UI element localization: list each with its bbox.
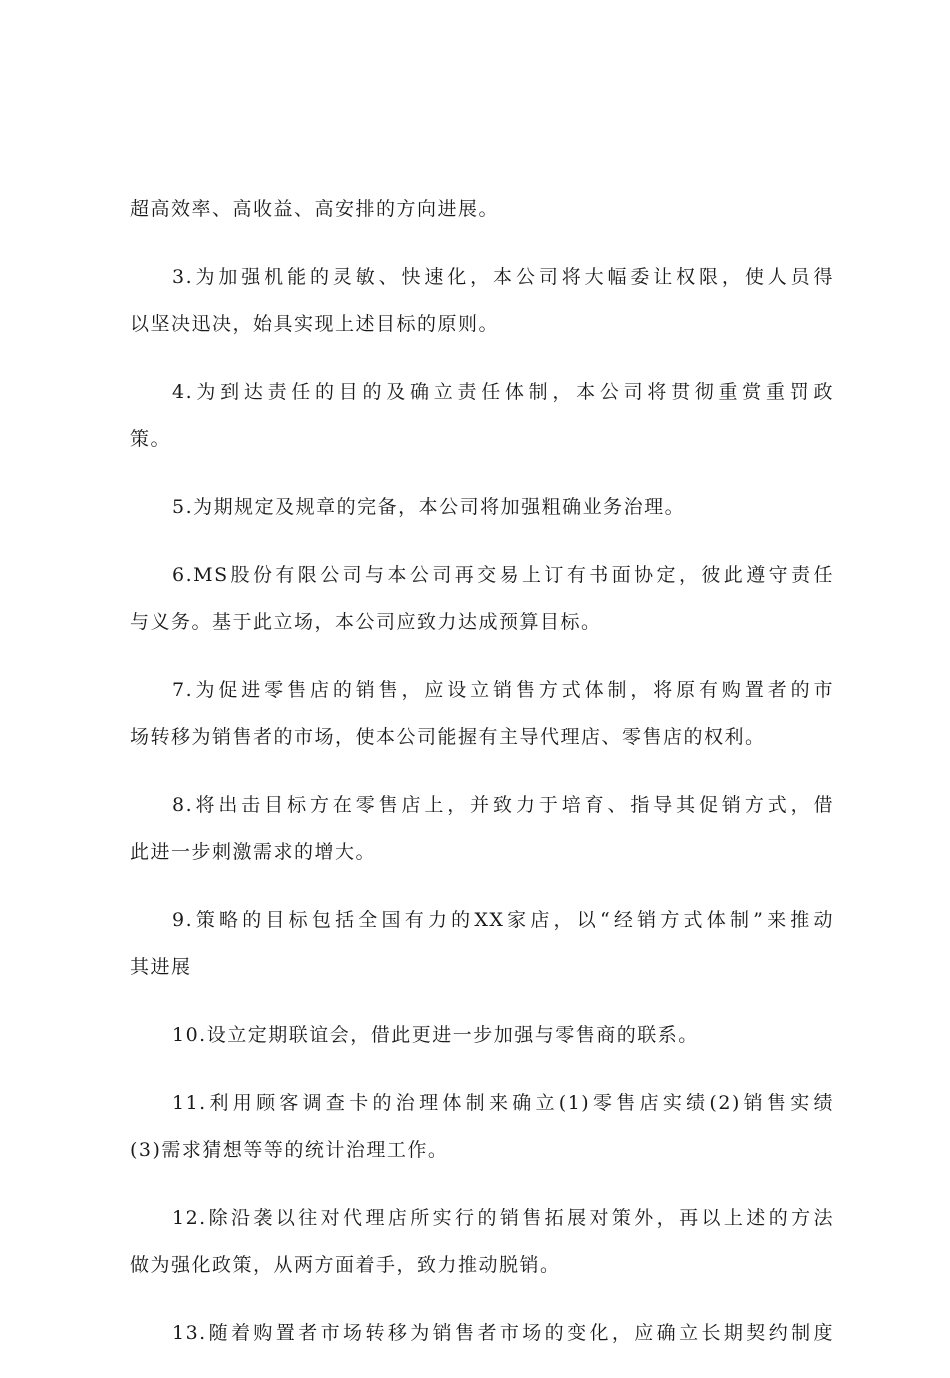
paragraph-item-5 — [130, 484, 834, 531]
paragraph-line: 其进展 — [130, 956, 192, 978]
paragraph-line: 超高效率、高收益、高安排的方向进展。 — [130, 198, 500, 220]
paragraph-line: 场转移为销售者的市场，使本公司能握有主导代理店、零售店的权利。 — [130, 726, 766, 748]
paragraph-item-8 — [130, 782, 834, 876]
paragraph-line: 以坚决迅决，始具实现上述目标的原则。 — [130, 313, 500, 335]
paragraph-1 — [130, 186, 834, 233]
paragraph-line: 9.策略的目标包括全国有力的XX家店，以“经销方式体制”来推动 — [172, 909, 834, 931]
paragraph-line: 做为强化政策，从两方面着手，致力推动脱销。 — [130, 1254, 561, 1276]
paragraph-line: 与义务。基于此立场，本公司应致力达成预算目标。 — [130, 611, 602, 633]
paragraph-item-9 — [130, 897, 834, 991]
paragraph-line: 3.为加强机能的灵敏、快速化，本公司将大幅委让权限，使人员得 — [172, 266, 834, 288]
paragraph-line: 8.将出击目标方在零售店上，并致力于培育、指导其促销方式，借 — [172, 794, 834, 816]
paragraph-line: 4.为到达责任的目的及确立责任体制，本公司将贯彻重赏重罚政 — [172, 381, 834, 403]
paragraph-line: 策。 — [130, 428, 172, 450]
paragraph-line: (3)需求猜想等等的统计治理工作。 — [130, 1139, 449, 1161]
paragraph-line: 6.MS股份有限公司与本公司再交易上订有书面协定，彼此遵守责任 — [172, 564, 834, 586]
paragraph-item-11 — [130, 1080, 834, 1174]
paragraph-item-6 — [130, 552, 834, 646]
document-body — [130, 186, 834, 1378]
paragraph-line: 此进一步刺激需求的增大。 — [130, 841, 377, 863]
paragraph-line: 11.利用顾客调查卡的治理体制来确立(1)零售店实绩(2)销售实绩 — [172, 1092, 834, 1114]
paragraph-item-13 — [130, 1310, 834, 1357]
paragraph-line: 10.设立定期联谊会，借此更进一步加强与零售商的联系。 — [172, 1024, 699, 1046]
paragraph-item-7 — [130, 667, 834, 761]
paragraph-item-4 — [130, 369, 834, 463]
paragraph-item-12 — [130, 1195, 834, 1289]
paragraph-line: 5.为期规定及规章的完备，本公司将加强粗确业务治理。 — [172, 496, 686, 518]
paragraph-line: 12.除沿袭以往对代理店所实行的销售拓展对策外，再以上述的方法 — [172, 1207, 834, 1229]
paragraph-line: 13.随着购置者市场转移为销售者市场的变化，应确立长期契约制度 — [172, 1322, 834, 1344]
paragraph-item-3 — [130, 254, 834, 348]
paragraph-item-10 — [130, 1012, 834, 1059]
paragraph-line: 7.为促进零售店的销售，应设立销售方式体制，将原有购置者的市 — [172, 679, 834, 701]
